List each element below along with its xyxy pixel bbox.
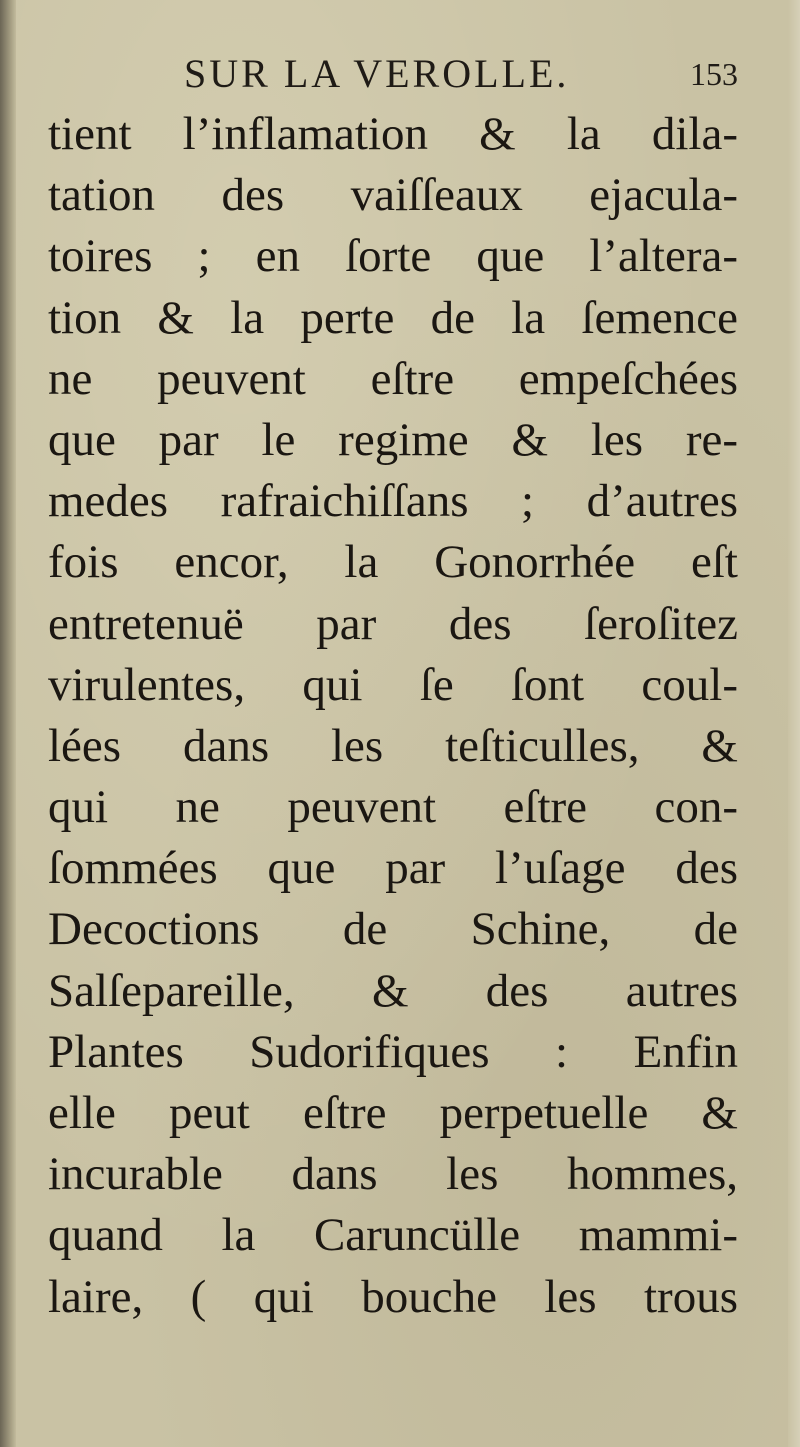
text-line: fois encor, la Gonorrhée eſt	[48, 536, 738, 589]
text-line: Plantes Sudorifiques : Enfin	[48, 1025, 738, 1078]
text-line: elle peut eſtre perpetuelle &	[48, 1087, 738, 1139]
page-number: 153	[690, 56, 738, 92]
text-line: ne peuvent eſtre empeſchées	[48, 352, 738, 405]
text-line: laire, ( qui bouche les trous	[48, 1270, 738, 1323]
text-line: tion & la perte de la ſemence	[48, 291, 738, 344]
text-line: Salſepareille, & des autres	[48, 964, 738, 1017]
text-line: toires ; en ſorte que l’altera-	[48, 230, 738, 283]
text-line: entretenuë par des ſeroſitez	[48, 597, 738, 650]
text-line: que par le regime & les re-	[48, 413, 738, 466]
text-line: incurable dans les hommes,	[48, 1148, 738, 1201]
page-edge	[788, 0, 800, 1447]
text-line: Decoctions de Schine, de	[48, 903, 738, 956]
text-line: tation des vaiſſeaux ejacula-	[48, 169, 738, 222]
text-line: qui ne peuvent eſtre con-	[48, 781, 738, 834]
text-line: quand la Caruncülle mammi-	[48, 1209, 738, 1262]
page-gutter-shadow	[0, 0, 16, 1447]
text-line: virulentes, qui ſe ſont coul-	[48, 658, 738, 711]
text-line: ſommées que par l’uſage des	[48, 842, 738, 895]
text-line: medes rafraichiſſans ; d’autres	[48, 475, 738, 528]
running-head	[48, 46, 738, 102]
text-line: tient l’inflamation & la dila-	[48, 108, 738, 160]
text-line: lées dans les teſticulles, &	[48, 719, 738, 772]
running-head-title: SUR LA VEROLLE.	[184, 51, 570, 96]
body-text	[48, 104, 738, 1328]
